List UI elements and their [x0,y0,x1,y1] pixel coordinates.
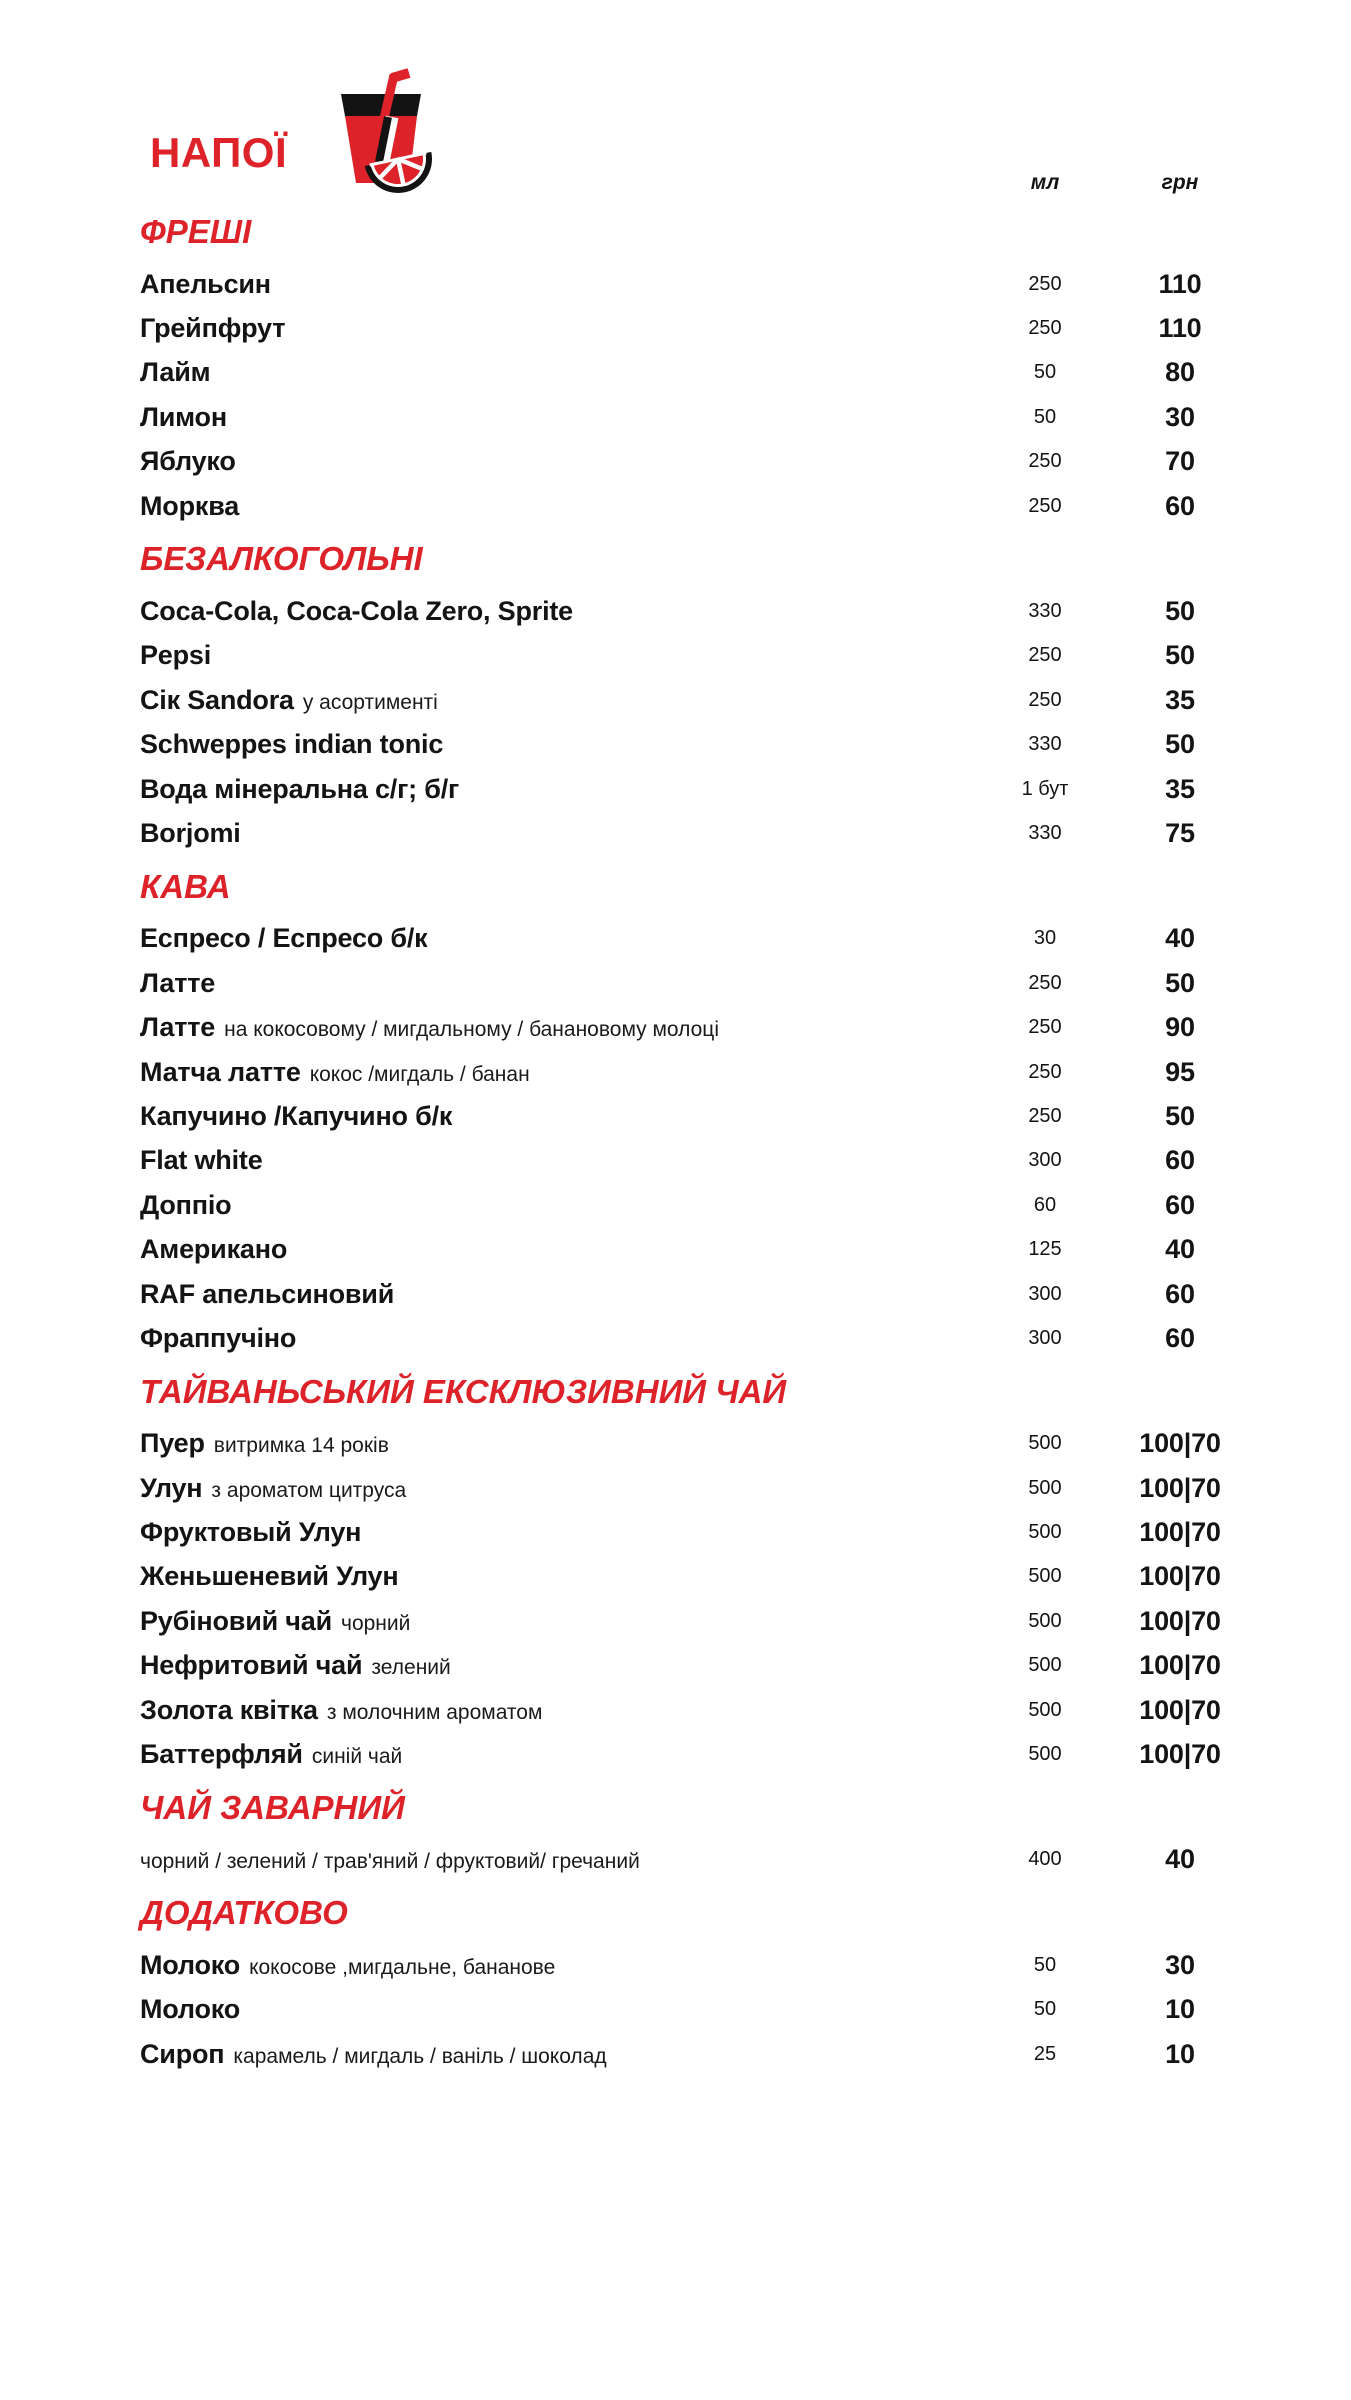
item-price: 110 [1158,268,1202,299]
menu-item-row [140,1644,1255,1688]
menu-section [140,537,1255,855]
item-price: 80 [1165,357,1195,388]
menu-item-row [140,723,1255,767]
menu-item-row [140,634,1255,678]
item-name-cell [140,1994,985,2025]
item-name: Баттерфляй [140,1739,303,1770]
item-price: 100|70 [1139,1694,1221,1725]
section-rows [140,262,1255,528]
volume-column-header: мл [1030,171,1060,194]
item-name: Яблуко [140,446,236,477]
item-price: 100|70 [1139,1561,1221,1592]
item-price: 100|70 [1139,1650,1221,1681]
section-rows [140,1422,1255,1777]
item-name-cell [140,269,985,300]
menu-item-row [140,1183,1255,1227]
item-name-cell [140,491,985,522]
item-price: 30 [1165,1949,1195,1980]
item-name-cell [140,1473,985,1504]
item-name-cell [140,596,985,627]
item-price: 100|70 [1139,1472,1221,1503]
item-name-cell [140,402,985,433]
item-volume: 25 [1033,2042,1057,2065]
item-volume: 400 [1028,1848,1062,1871]
item-name-cell [140,1057,985,1088]
item-name-cell [140,1428,985,1459]
item-volume: 500 [1028,1565,1062,1588]
section-title: ДОДАТКОВО [140,1894,348,1932]
item-desc: витримка 14 років [213,1434,389,1458]
item-name: Coca-Cola, Coca-Cola Zero, Sprite [140,596,573,627]
item-name: Сік Sandora [140,684,294,715]
section-rows [140,917,1255,1361]
item-name: Schweppes indian tonic [140,729,444,760]
item-name: Матча латте [140,1056,301,1087]
item-volume: 500 [1028,1609,1062,1632]
item-name-cell [140,1234,985,1265]
page-title: НАПОЇ [150,129,288,177]
item-desc: на кокосовому / мигдальному / банановому молоці [224,1018,719,1042]
item-name-cell [140,1739,985,1770]
menu-item-row [140,1139,1255,1183]
item-price: 50 [1165,967,1195,998]
item-volume: 250 [1028,1104,1062,1127]
item-price: 35 [1165,773,1195,804]
menu-item-row [140,2032,1255,2076]
item-name-cell [140,1101,985,1132]
item-volume: 50 [1033,405,1057,428]
item-desc: чорний [341,1611,411,1635]
item-volume: 50 [1033,361,1057,384]
menu-item-row [140,961,1255,1005]
item-desc: у асортименті [302,690,438,714]
item-name: Женьшеневий Улун [140,1561,399,1592]
menu-item-row [140,1688,1255,1732]
item-volume: 250 [1028,450,1062,473]
item-name: Апельсин [140,268,271,299]
item-volume: 330 [1028,821,1062,844]
item-desc: з молочним ароматом [326,1700,543,1724]
item-name: Золота квітка [140,1694,318,1725]
item-volume: 300 [1028,1326,1062,1349]
item-price: 75 [1165,817,1195,848]
item-name-cell [140,1279,985,1310]
menu-item-row [140,1050,1255,1094]
menu-item-row [140,395,1255,439]
item-name: Молоко [140,1949,241,1980]
item-desc: зелений [371,1656,451,1680]
item-price: 35 [1165,684,1195,715]
item-volume: 50 [1033,1953,1057,1976]
item-price: 50 [1165,596,1195,627]
item-price: 60 [1165,490,1195,521]
item-desc: кокос /мигдаль / банан [309,1062,530,1086]
item-name-cell [140,1606,985,1637]
item-price: 90 [1165,1012,1195,1043]
menu-item-row [140,811,1255,855]
item-name: Pepsi [140,640,212,671]
item-volume: 250 [1028,688,1062,711]
menu-item-row [140,306,1255,350]
menu-section [140,210,1255,528]
item-name: Молоко [140,1994,241,2025]
item-name-cell [140,968,985,999]
item-volume: 500 [1028,1521,1062,1544]
item-name-cell [140,640,985,671]
item-name: Еспресо / Еспресо б/к [140,923,428,954]
item-price: 70 [1165,446,1195,477]
item-volume: 500 [1028,1743,1062,1766]
item-name: Капучино /Капучино б/к [140,1100,453,1131]
item-volume: 50 [1033,1998,1057,2021]
menu-item-row [140,262,1255,306]
menu-item-row [140,351,1255,395]
item-volume: 250 [1028,644,1062,667]
price-column-header: грн [1161,171,1199,194]
item-name: Фраппучіно [140,1322,297,1353]
menu-item-row [140,1510,1255,1554]
item-price: 60 [1165,1278,1195,1309]
menu-section [140,865,1255,1361]
item-volume: 250 [1028,1060,1062,1083]
item-volume: 30 [1033,927,1057,950]
item-volume: 250 [1028,272,1062,295]
item-name-cell [140,1190,985,1221]
item-name: Borjomi [140,817,241,848]
section-title: БЕЗАЛКОГОЛЬНІ [140,540,423,578]
item-name: Сироп [140,2038,225,2069]
item-desc: кокосове ,мигдальне, бананове [249,1955,556,1979]
item-price: 100|70 [1139,1428,1221,1459]
item-volume: 250 [1028,317,1062,340]
menu-sections [140,210,1255,2076]
item-volume: 1 бут [1021,777,1069,800]
menu-item-row [140,1272,1255,1316]
item-name: Доппіо [140,1189,232,1220]
item-volume: 500 [1028,1698,1062,1721]
section-rows [140,589,1255,855]
menu-item-row [140,1599,1255,1643]
item-name: Пуер [140,1428,205,1459]
menu-item-row [140,1943,1255,1987]
item-name-cell [140,1695,985,1726]
item-price: 110 [1158,313,1202,344]
item-volume: 330 [1028,600,1062,623]
section-title: ФРЕШІ [140,213,252,250]
item-name: Flat white [140,1145,263,1176]
item-name: Грейпфрут [140,313,286,344]
item-volume: 500 [1028,1476,1062,1499]
item-name-cell [140,1517,985,1548]
menu-section [140,1370,1255,1777]
item-name: Вода мінеральна с/г; б/г [140,773,460,804]
item-price: 50 [1165,640,1195,671]
item-price: 40 [1165,923,1195,954]
item-name: Морква [140,490,240,521]
item-name-cell [140,1650,985,1681]
menu-item-row [140,484,1255,528]
item-volume: 500 [1028,1432,1062,1455]
item-name: Улун [140,1472,203,1503]
item-volume: 250 [1028,971,1062,994]
item-desc: чорний / зелений / трав'яний / фруктовий/ гречаний [140,1850,640,1874]
item-volume: 125 [1028,1238,1062,1261]
item-price: 100|70 [1139,1517,1221,1548]
item-price: 60 [1165,1189,1195,1220]
item-name-cell [140,1561,985,1592]
menu-item-row [140,767,1255,811]
item-desc: карамель / мигдаль / ваніль / шоколад [233,2044,607,2068]
item-name-cell [140,1323,985,1354]
menu-item-row [140,1466,1255,1510]
item-desc: з ароматом цитруса [211,1478,407,1502]
item-name: Латте [140,1012,216,1043]
menu-item-row [140,1316,1255,1360]
menu-item-row [140,917,1255,961]
item-price: 30 [1165,401,1195,432]
menu-section [140,1891,1255,2076]
menu-item-row [140,1838,1255,1882]
item-name: Фруктовый Улун [140,1517,362,1548]
menu-item-row [140,589,1255,633]
item-price: 40 [1165,1844,1195,1875]
menu-item-row [140,1094,1255,1138]
item-volume: 330 [1028,733,1062,756]
item-name-cell [140,1012,985,1043]
item-volume: 300 [1028,1149,1062,1172]
item-name: Лайм [140,357,211,388]
item-name: RAF апельсиновий [140,1278,395,1309]
section-title: ТАЙВАНЬСЬКИЙ ЕКСКЛЮЗИВНИЙ ЧАЙ [140,1372,787,1410]
item-name-cell [140,923,985,954]
item-name-cell [140,685,985,716]
item-price: 40 [1165,1234,1195,1265]
item-name: Рубіновий чай [140,1605,332,1636]
item-name-cell [140,1145,985,1176]
item-price: 60 [1165,1145,1195,1176]
item-name-cell [140,1950,985,1981]
item-name-cell [140,729,985,760]
item-name-cell [140,357,985,388]
item-name: Нефритовий чай [140,1650,363,1681]
menu-item-row [140,440,1255,484]
item-price: 95 [1165,1056,1195,1087]
item-price: 100|70 [1139,1739,1221,1770]
item-name: Лимон [140,401,227,432]
drink-glass-citrus-icon [328,64,460,196]
item-price: 50 [1165,729,1195,760]
item-name: Американо [140,1234,288,1265]
item-name-cell [140,313,985,344]
item-name-cell [140,818,985,849]
item-price: 10 [1165,1994,1195,2025]
menu-item-row [140,1422,1255,1466]
item-price: 100|70 [1139,1605,1221,1636]
section-title: КАВА [140,867,231,905]
menu-item-row [140,1005,1255,1049]
item-name-cell [140,774,985,805]
menu-item-row [140,1555,1255,1599]
item-volume: 60 [1033,1193,1057,1216]
item-price: 10 [1165,2038,1195,2069]
menu-item-row [140,678,1255,722]
item-volume: 500 [1028,1654,1062,1677]
section-title: ЧАЙ ЗАВАРНИЙ [140,1788,405,1826]
menu-section [140,1786,1255,1882]
item-price: 60 [1165,1322,1195,1353]
menu-item-row [140,1988,1255,2032]
menu-item-row [140,1732,1255,1776]
section-rows [140,1838,1255,1882]
item-volume: 250 [1028,494,1062,517]
item-name-cell [140,2039,985,2070]
section-rows [140,1943,1255,2076]
item-volume: 300 [1028,1282,1062,1305]
item-name-cell [140,446,985,477]
item-price: 50 [1165,1100,1195,1131]
item-name-cell [140,1844,985,1875]
menu-item-row [140,1227,1255,1271]
item-desc: синій чай [311,1745,403,1769]
item-volume: 250 [1028,1016,1062,1039]
item-name: Латте [140,967,216,998]
